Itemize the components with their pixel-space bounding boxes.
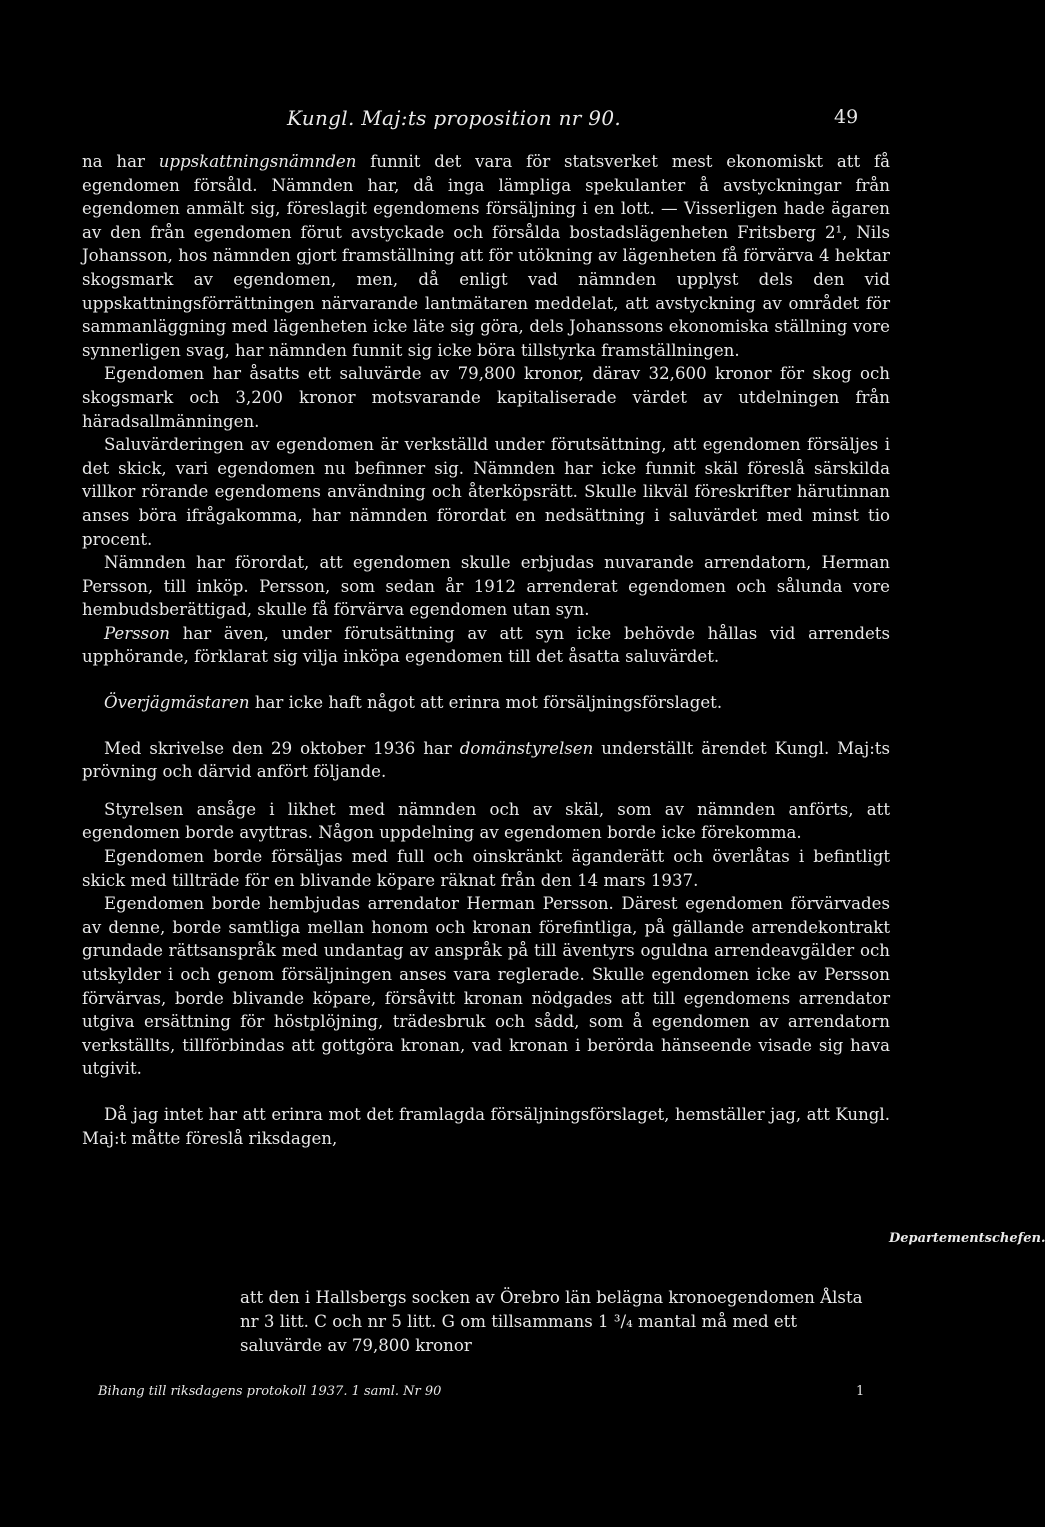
text-run: har icke haft något att erinra mot försäljningsförslaget. — [249, 693, 723, 713]
paragraph — [82, 737, 890, 784]
text-run: na har — [82, 152, 159, 171]
margin-note: Departementschefen. — [889, 1231, 1045, 1246]
page-header — [0, 106, 1024, 136]
text-run: funnit det vara för statsverket mest ekonomiskt att få egendomen försåld. Nämnden har, då inga lämpliga spekulanter å avstyckningar från egendomen anmält sig, föreslagit egendomens försäljning i en lott. — Visserligen hade ägaren av den från egendomen förut avstyckade och försålda bostadslägenheten Fritsberg 2¹, Nils Johansson, hos nämnden gjort framställning att för utökning av lägenheten få förvärva 4 hektar skogsmark av egendomen, men, då enligt vad nämnden upplyst dels den vid uppskattningsförrättningen närvarande lantmätaren meddelat, att avstyckning av området för sammanläggning med lägenheten icke läte sig göra, dels Johanssons ekonomiska ställning vore synnerligen svag, har nämnden funnit sig icke böra tillstyrka framställningen. — [82, 152, 890, 360]
text-run: Egendomen borde hembjudas arrendator Herman Persson. Därest egendomen förvärvades av denne, borde samtliga mellan honom och kronan förefintliga, på gällande arrendekontrakt grundade rättsanspråk med undantag av anspråk på till äventyrs oguldna arrendeavgälder och utskylder i och genom försäljningen anses vara reglerade. Skulle egendomen icke av Persson förvärvas, borde blivande köpare, försåvitt kronan nödgades att till egendomens arrendator utgiva ersättning för höstplöjning, trädesbruk och sådd, som å egendomen av arrendatorn verkställts, tillförbindas att gottgöra kronan, vad kronan i berörda hänseende visade sig hava utgivit. — [82, 894, 890, 1079]
text-run: Styrelsen ansåge i likhet med nämnden och av skäl, som av nämnden anförts, att egendomen borde avyttras. Någon uppdelning av egendomen borde icke förekomma. — [82, 799, 890, 843]
paragraph — [82, 892, 890, 1081]
italic-text: uppskattningsnämnden — [158, 152, 357, 171]
italic-text: domänstyrelsen — [459, 738, 594, 758]
text-run: underställt ärendet Kungl. Maj:ts prövning och därvid anfört följande. — [82, 738, 890, 782]
text-run: Då jag intet har att erinra mot det framlagda försäljningsförslaget, hemställer jag, att Kungl. Maj:t måtte föreslå riksdagen, — [82, 1104, 890, 1148]
text-run: Egendomen har åsatts ett saluvärde av 79,800 kronor, därav 32,600 kronor för skog och skogsmark och 3,200 kronor motsvarande kapitaliserade värdet av utdelningen från häradsallmänningen. — [82, 364, 890, 431]
paragraph — [82, 1103, 890, 1150]
paragraph — [82, 150, 890, 362]
text-run: Med skrivelse den 29 oktober 1936 har — [104, 738, 460, 758]
paragraph — [82, 845, 890, 892]
paragraph — [82, 551, 890, 622]
footer-signature: 1 — [856, 1384, 865, 1399]
footer-note: Bihang till riksdagens protokoll 1937. 1 saml. Nr 90 — [98, 1384, 442, 1399]
body-text — [82, 150, 890, 1150]
paragraph — [82, 433, 890, 551]
text-run: Saluvärderingen av egendomen är verkställd under förutsättning, att egendomen försäljes i det skick, vari egendomen nu befinner sig. Nämnden har icke funnit skäl föreslå särskilda villkor rörande egendomens användning och återköpsrätt. Skulle likväl föreskrifter härutinnan anses böra ifrågakomma, har nämnden förordat en nedsättning i saluvärdet med minst tio procent. — [82, 435, 890, 549]
paragraph — [82, 798, 890, 845]
text-run: Egendomen borde försäljas med full och oinskränkt äganderätt och överlåtas i befintligt skick med tillträde för en blivande köpare räknat från den 14 mars 1937. — [82, 847, 890, 890]
italic-text: Persson — [104, 623, 170, 643]
italic-text: Överjägmästaren — [104, 693, 250, 713]
proposal-text: att den i Hallsbergs socken av Örebro län belägna kronoegendomen Ålsta nr 3 litt. C och nr 5 litt. G om tillsammans 1 ³/₄ mantal må med ett saluvärde av 79,800 kronor — [240, 1288, 863, 1355]
paragraph — [82, 362, 890, 433]
running-title: Kungl. Maj:ts proposition nr 90. — [287, 106, 622, 130]
page-number: 49 — [834, 106, 859, 128]
paragraph — [82, 622, 890, 669]
paragraph — [82, 691, 890, 715]
text-run: har även, under förutsättning av att syn icke behövde hållas vid arrendets upphörande, förklarat sig vilja inköpa egendomen till det åsatta saluvärdet. — [82, 623, 890, 667]
text-run: Nämnden har förordat, att egendomen skulle erbjudas nuvarande arrendatorn, Herman Persson, till inköp. Persson, som sedan år 1912 arrenderat egendomen och sålunda vore hembudsberättigad, skulle få förvärva egendomen utan syn. — [82, 553, 890, 620]
